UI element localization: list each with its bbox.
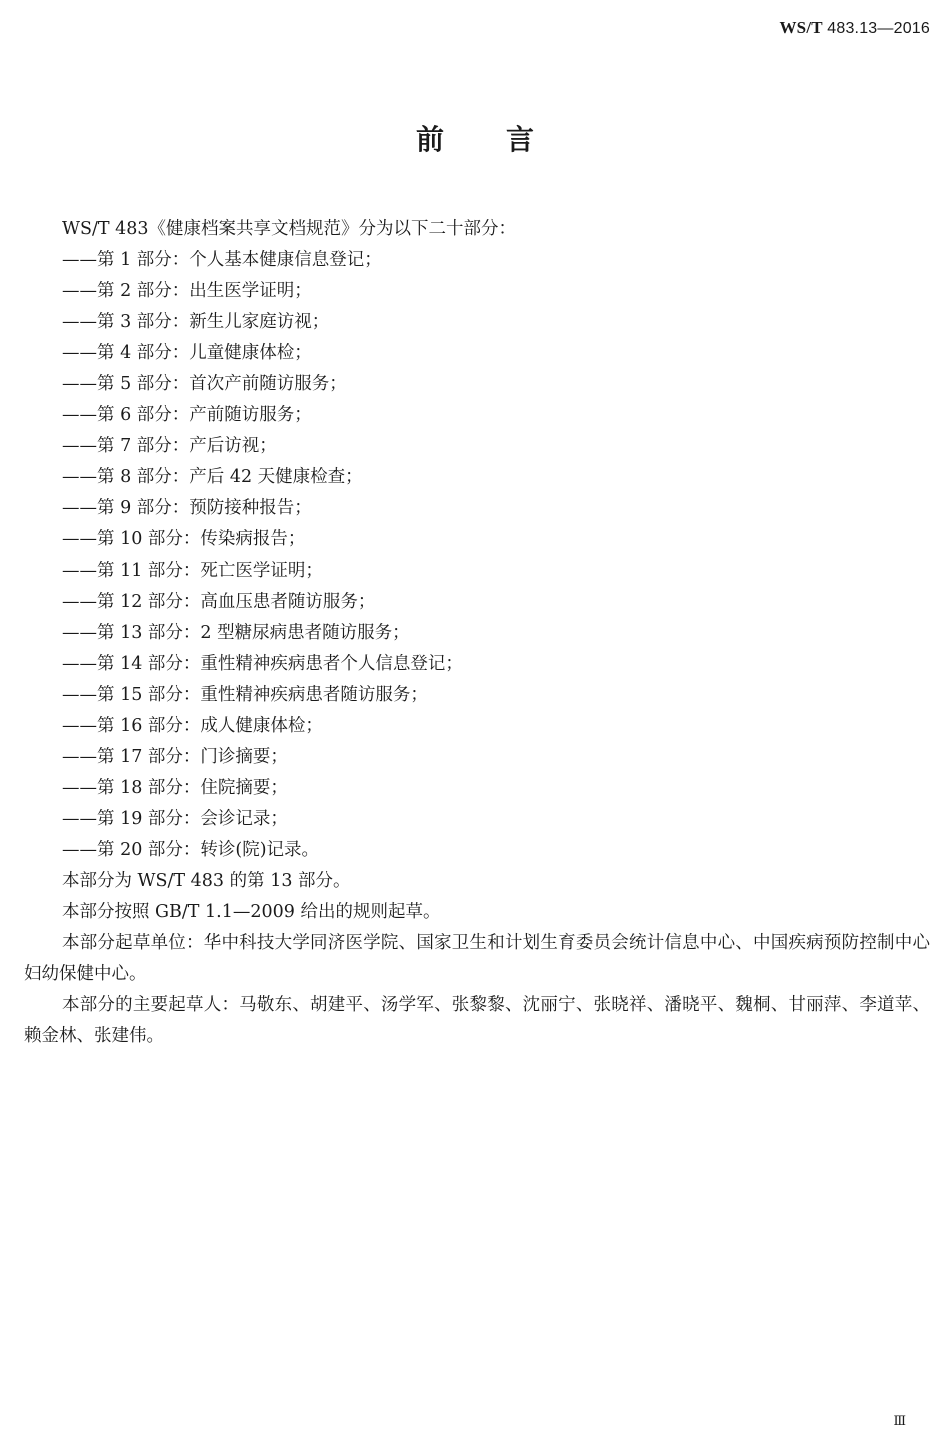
list-item: ——第 13 部分：2 型糖尿病患者随访服务；: [62, 622, 410, 643]
list-item: ——第 16 部分：成人健康体检；: [62, 715, 323, 736]
list-item: ——第 14 部分：重性精神疾病患者个人信息登记；: [62, 653, 463, 674]
list-item: ——第 12 部分：高血压患者随访服务；: [62, 591, 376, 612]
list-item: ——第 15 部分：重性精神疾病患者随访服务；: [62, 684, 428, 705]
standard-code: 483.13—2016: [827, 20, 930, 37]
standard-prefix: WS/T: [779, 18, 823, 37]
list-item: ——第 18 部分：住院摘要；: [62, 777, 288, 798]
list-item: ——第 19 部分：会诊记录；: [62, 808, 288, 829]
list-item: ——第 8 部分：产后 42 天健康检查；: [62, 467, 363, 488]
list-item: ——第 10 部分：传染病报告；: [62, 529, 306, 550]
list-item: ——第 5 部分：首次产前随访服务；: [62, 374, 347, 395]
page-title: 前言: [415, 123, 596, 156]
list-item: ——第 2 部分：出生医学证明；: [62, 281, 312, 302]
intro-line: WS/T 483《健康档案共享文档规范》分为以下二十部分：: [62, 219, 517, 239]
list-item: ——第 7 部分：产后访视；: [62, 436, 277, 457]
list-item: ——第 20 部分：转诊(院)记录。: [62, 839, 320, 860]
statement-rules-line: 本部分按照 GB/T 1.1—2009 给出的规则起草。: [62, 902, 441, 923]
foreword-body: [24, 214, 930, 1052]
drafters-paragraph: 本部分的主要起草人：马敬东、胡建平、汤学军、张黎黎、沈丽宁、张晓祥、潘晓平、魏桐、甘丽萍、李道苹、赖金林、张建伟。: [24, 995, 930, 1047]
standard-number: [779, 18, 930, 38]
parts-list: [24, 245, 930, 866]
list-item: ——第 6 部分：产前随访服务；: [62, 405, 312, 426]
list-item: ——第 11 部分：死亡医学证明；: [62, 560, 323, 581]
list-item: ——第 3 部分：新生儿家庭访视；: [62, 312, 330, 333]
page-number: Ⅲ: [893, 1413, 906, 1428]
drafting-units-paragraph: 本部分起草单位：华中科技大学同济医学院、国家卫生和计划生育委员会统计信息中心、中国疾病预防控制中心妇幼保健中心。: [24, 933, 930, 985]
list-item: ——第 9 部分：预防接种报告；: [62, 498, 312, 519]
statement-part-line: 本部分为 WS/T 483 的第 13 部分。: [62, 870, 351, 891]
list-item: ——第 17 部分：门诊摘要；: [62, 746, 288, 767]
list-item: ——第 1 部分：个人基本健康信息登记；: [62, 250, 382, 271]
list-item: ——第 4 部分：儿童健康体检；: [62, 343, 312, 364]
